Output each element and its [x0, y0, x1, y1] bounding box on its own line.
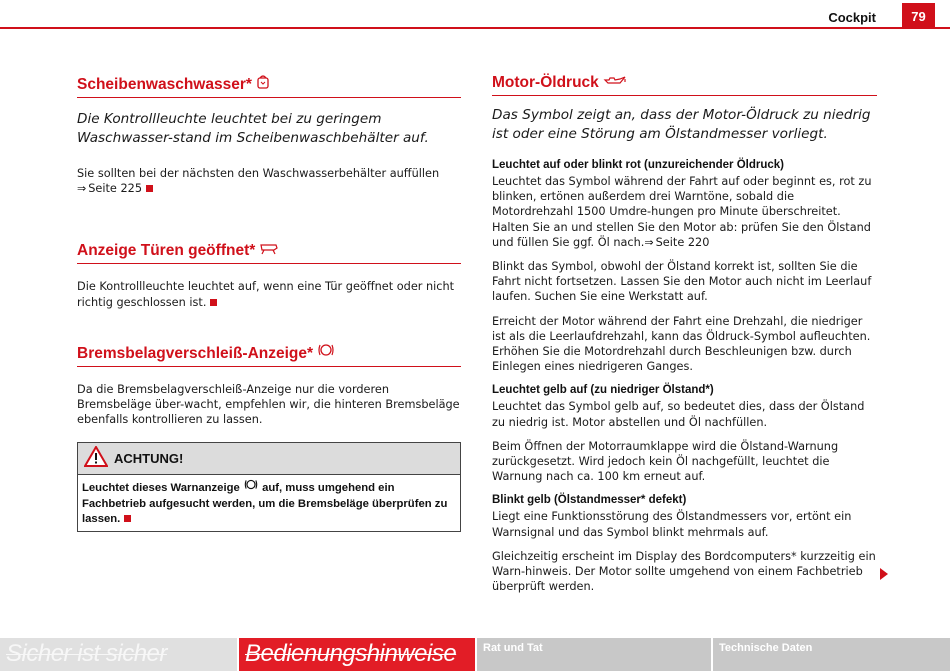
footer-tab-label: Rat und Tat — [483, 642, 543, 654]
subheading-red-pressure: Leuchtet auf oder blinkt rot (unzureichender Öldruck) — [492, 159, 784, 171]
footer-tab-tips[interactable] — [477, 638, 711, 671]
footer-tab-label: Bedienungshinweise — [245, 640, 457, 667]
oil-can-icon — [603, 74, 627, 92]
warning-label: ACHTUNG! — [114, 451, 184, 467]
section-lead: Die Kontrollleuchte leuchtet bei zu geringem Waschwasser-stand im Scheibenwaschbehälter auf. — [77, 111, 429, 146]
section-brake-pads — [77, 342, 461, 428]
section-body: Sie sollten bei der nächsten den Waschwasserbehälter auffüllen ⇒ Seite 225 — [77, 167, 440, 196]
warning-text: Leuchtet dieses Warnanzeige auf, muss umgehend ein Fachbetrieb aufgesucht werden, um die Bremsbeläge überprüfen zu lassen. — [82, 482, 448, 526]
paragraph: Blinkt das Symbol, obwohl der Ölstand korrekt ist, sollten Sie die Fahrt nicht fortsetzen. Lassen Sie den Motor auch nicht im Leerlauf laufen. Suchen Sie eine Werkstatt auf. — [492, 260, 872, 304]
chapter-title: Cockpit — [828, 10, 876, 25]
warning-header — [78, 443, 460, 475]
warning-box — [77, 442, 461, 532]
page-reference[interactable]: Seite 225 — [88, 182, 143, 196]
section-end-marker — [124, 515, 131, 522]
arrow-right-icon: ⇒ — [644, 235, 654, 249]
paragraph: Beim Öffnen der Motorraumklappe wird die Ölstand-Warnung zurückgesetzt. Wird jedoch kein Öl nachgefüllt, leuchtet die Warnung nach ca. 100 km erneut auf. — [492, 439, 839, 484]
section-title: Bremsbelagverschleiß-Anzeige* — [77, 342, 461, 367]
paragraph: Erreicht der Motor während der Fahrt eine Drehzahl, die niedriger ist als die Leerlaufdrehzahl, kann das Öldruck-Symbol aufleuchten. Erhöhen Sie die Motordrehzahl durch Beschleunigen bzw. durch Einlegen eines niedrigeren Ganges. — [492, 314, 871, 374]
section-washer-fluid — [77, 74, 461, 196]
footer-tab-technical-data[interactable] — [713, 638, 950, 671]
footer-tab-operation[interactable] — [239, 638, 475, 671]
footer-tab-label: Sicher ist sicher — [6, 640, 167, 667]
brake-pad-icon — [243, 482, 259, 494]
footer-navigation — [0, 638, 950, 671]
right-column — [492, 74, 877, 594]
section-title: Scheibenwaschwasser* — [77, 74, 461, 98]
left-column — [77, 74, 461, 532]
section-title: Anzeige Türen geöffnet* — [77, 242, 461, 264]
paragraph: Gleichzeitig erscheint im Display des Bordcomputers* kurzzeitig ein Warn-hinweis. Der Motor sollte umgehend von einem Fachbetrieb überprüft werden. — [492, 549, 876, 594]
footer-tab-safety[interactable] — [0, 638, 237, 671]
subheading-yellow-level: Leuchtet gelb auf (zu niedriger Ölstand*) — [492, 384, 714, 397]
subheading-yellow-blinking: Blinkt gelb (Ölstandmesser* defekt) — [492, 494, 687, 507]
warning-triangle-icon — [84, 446, 108, 471]
paragraph: Leuchtet das Symbol gelb auf, so bedeutet dies, dass der Ölstand zu niedrig ist. Motor abstellen und Öl nachfüllen. — [492, 400, 865, 429]
section-doors-open — [77, 242, 461, 309]
washer-fluid-icon — [256, 74, 270, 94]
brake-pad-icon — [317, 342, 335, 363]
section-body: Die Kontrollleuchte leuchtet auf, wenn eine Tür geöffnet oder nicht richtig geschlossen ist. — [77, 280, 455, 309]
paragraph: Leuchtet das Symbol während der Fahrt auf oder beginnt es, rot zu blinken, ertönen außerdem drei Warntöne, sobald die Motordrehzahl 1500 Umdre-hungen pro Minute überschreitet. Halten Sie an und stellen Sie den Motor ab: prüfen Sie den Ölstand und füllen Sie ggf. Öl nach.⇒ Seite 220 — [492, 175, 872, 249]
section-end-marker — [210, 299, 217, 306]
section-end-marker — [146, 185, 153, 192]
door-open-icon — [259, 242, 279, 260]
page-number: 79 — [902, 3, 935, 28]
arrow-right-icon: ⇒ — [77, 182, 87, 196]
section-lead: Das Symbol zeigt an, dass der Motor-Öldruck zu niedrig ist oder eine Störung am Ölstandmesser vorliegt. — [492, 107, 871, 142]
header-rule — [0, 27, 950, 29]
footer-tab-label: Technische Daten — [719, 642, 813, 654]
next-page-arrow-icon[interactable] — [880, 568, 888, 580]
paragraph: Liegt eine Funktionsstörung des Ölstandmessers vor, ertönt ein Warnsignal und das Symbol blinkt mehrmals auf. — [492, 510, 852, 539]
page-reference[interactable]: Seite 220 — [655, 235, 710, 249]
section-body: Da die Bremsbelagverschleiß-Anzeige nur die vorderen Bremsbeläge über-wacht, empfehlen wir, die hinteren Bremsbeläge ebenfalls kontrollieren zu lassen. — [77, 382, 460, 427]
section-title: Motor-Öldruck — [492, 74, 877, 96]
